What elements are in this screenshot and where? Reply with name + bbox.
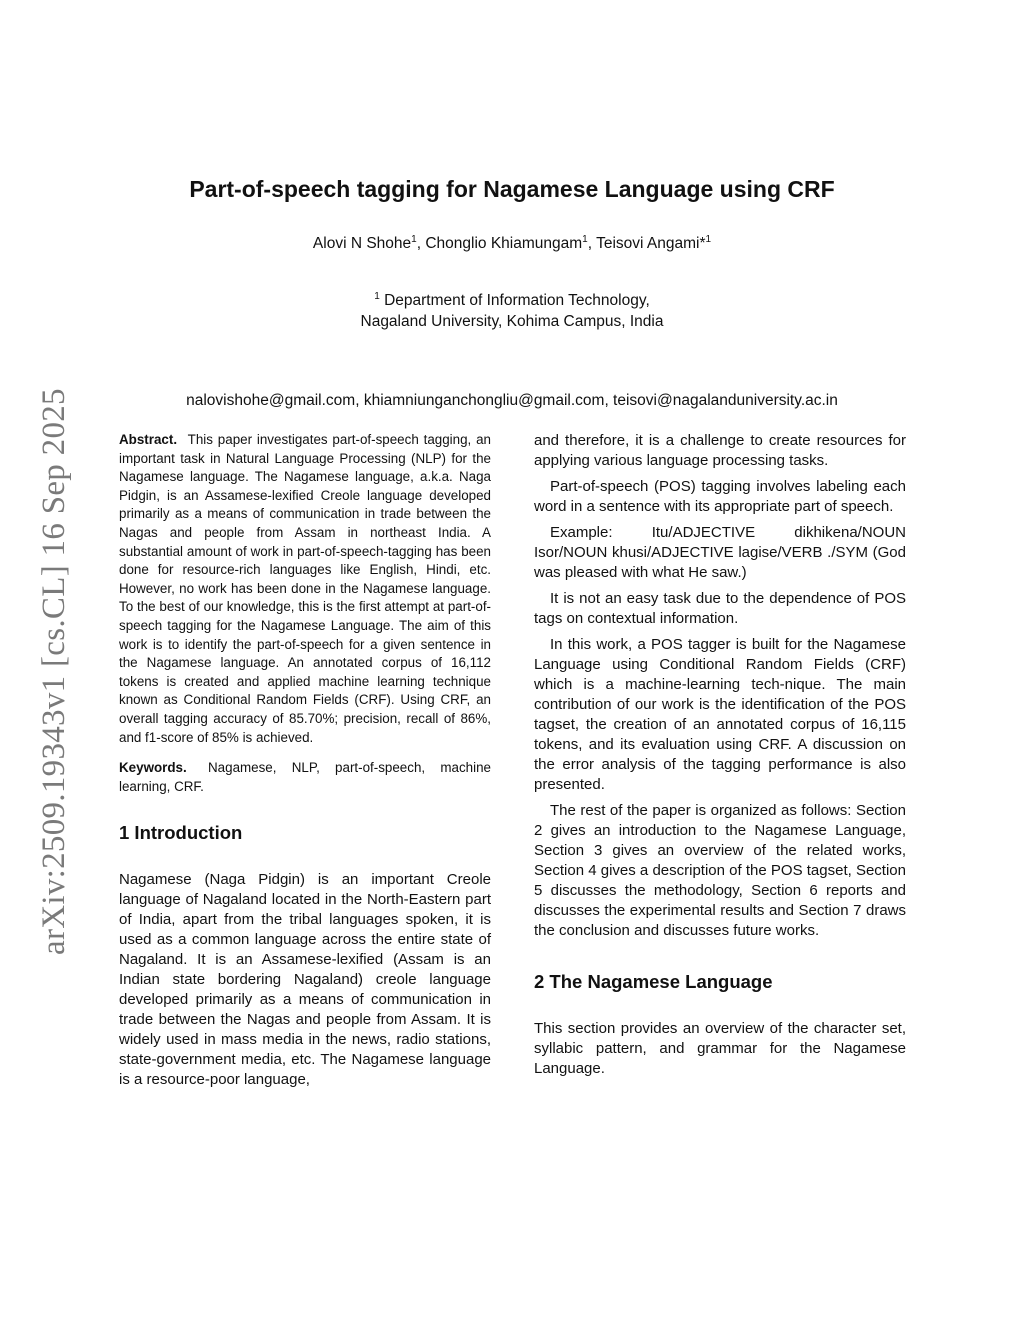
right-column bbox=[534, 431, 906, 1079]
author-name: Chonglio Khiamungam bbox=[425, 235, 583, 252]
author-mark: 1 bbox=[705, 233, 712, 245]
left-column bbox=[119, 431, 491, 1090]
author-name: Alovi N Shohe bbox=[312, 235, 412, 252]
author-emails: nalovishohe@gmail.com, khiamniunganchongliu@gmail.com, teisovi@nagalanduniversity.ac.in bbox=[186, 392, 838, 409]
pos-example-paragraph: Example: Itu/ADJECTIVE dikhikena/NOUN Isor/NOUN khusi/ADJECTIVE lagise/VERB ./SYM (God was pleased with what He saw.) bbox=[534, 524, 906, 581]
author-name: Teisovi Angami* bbox=[596, 235, 706, 252]
affiliation bbox=[0, 290, 1024, 332]
keywords bbox=[119, 759, 491, 796]
affiliation-mark: 1 bbox=[374, 290, 380, 302]
intro-paragraph: Nagamese (Naga Pidgin) is an important Creole language of Nagaland located in the North-Eastern part of India, apart from the tribal languages spoken, it is used as a common language across the entire state of Nagaland. It is an Assamese-lexified (Assam is an Indian state bordering Nagaland) creole language developed primarily as a means of communication in trade between the Nagas and people from Assam. It is widely used in mass media in the news, radio stations, state-government media, etc. The Nagamese language is a resource-poor language, bbox=[119, 871, 491, 1089]
keywords-text: Nagamese, NLP, part-of-speech, machine learning, CRF. bbox=[119, 760, 491, 794]
abstract bbox=[119, 431, 491, 747]
pos-definition-paragraph: Part-of-speech (POS) tagging involves labeling each word in a sentence with its appropriate part of speech. bbox=[534, 478, 906, 515]
author-mark: 1 bbox=[411, 233, 417, 245]
author-list bbox=[0, 235, 1024, 253]
abstract-text: This paper investigates part-of-speech tagging, an important task in Natural Language Processing (NLP) for the Nagamese language. The Nagamese language, a.k.a. Naga Pidgin, is an Assamese-lexified Creole language developed primarily as a means of communication in trade between the Nagas and people from Assam in northeast India. A substantial amount of work in part-of-speech-tagging has been done for resource-rich languages like English, Hindi, etc. However, no work has been done in the Nagamese language. To the best of our knowledge, this is the first attempt at part-of-speech tagging for the Nagamese Language. The aim of this work is to identify the part-of-speech for a given sentence in the Nagamese language. An annotated corpus of 16,112 tokens is created and applied machine learning technique known as Conditional Random Fields (CRF). Using CRF, an overall tagging accuracy of 85.70%; precision, recall of 86%, and f1-score of 85% is achieved. bbox=[119, 432, 492, 745]
section2-paragraph: This section provides an overview of the character set, syllabic pattern, and grammar for the Nagamese Language. bbox=[534, 1020, 906, 1077]
affiliation-line-2: Nagaland University, Kohima Campus, India bbox=[360, 313, 664, 330]
organization-paragraph: The rest of the paper is organized as follows: Section 2 gives an introduction to the Nagamese Language, Section 3 gives an overview of the related works, Section 4 gives a description of the POS tagset, Section 5 discusses the methodology, Section 6 reports and discusses the experimental results and Section 7 draws the conclusion and discusses future works. bbox=[534, 802, 906, 939]
abstract-label: Abstract. bbox=[119, 432, 178, 447]
keywords-label: Keywords. bbox=[119, 760, 187, 776]
arxiv-side-stamp: arXiv:2509.19343v1 [cs.CL] 16 Sep 2025 bbox=[36, 388, 72, 955]
contribution-paragraph: In this work, a POS tagger is built for the Nagamese Language using Conditional Random Fields (CRF) which is a machine-learning tech-nique. The main contribution of our work is the identification of the POS tagset, the creation of an annotated corpus of 16,115 tokens, and its evaluation using CRF. A discussion on the error analysis of the tagging performance is also presented. bbox=[534, 636, 906, 793]
paper-title: Part-of-speech tagging for Nagamese Language using CRF bbox=[189, 176, 835, 202]
section-heading-nagamese-language: 2 The Nagamese Language bbox=[534, 971, 773, 992]
difficulty-paragraph: It is not an easy task due to the dependence of POS tags on contextual information. bbox=[534, 590, 906, 627]
author-separator: , bbox=[416, 235, 426, 252]
section-heading-introduction: 1 Introduction bbox=[119, 822, 243, 844]
affiliation-line-1: $^1$ Department of Information Technology, bbox=[374, 290, 650, 309]
author-mark: 1 bbox=[582, 233, 588, 245]
author-separator: , bbox=[587, 235, 597, 252]
intro-continuation-paragraph: and therefore, it is a challenge to create resources for applying various language processing tasks. bbox=[534, 432, 906, 469]
